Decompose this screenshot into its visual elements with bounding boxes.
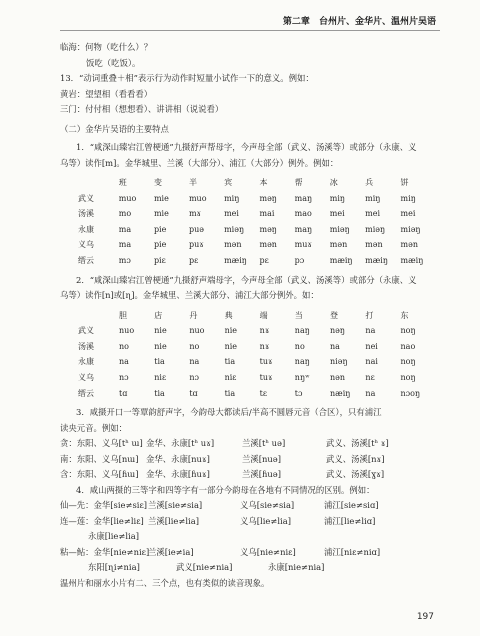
table-cell: mie [153, 193, 169, 203]
row-label: 武义 [78, 193, 94, 203]
table-cell: na [365, 388, 376, 398]
table-cell: muɤ [294, 240, 312, 250]
table-cell: na [119, 357, 129, 367]
table-cell: ma [118, 240, 132, 250]
table-cell: tɑ [189, 388, 198, 398]
example-item: 浦江[lie≠liɑ] [324, 515, 376, 526]
table-duan-initial [78, 308, 436, 402]
table-cell: mei [365, 209, 381, 219]
example-item: 兰溪[ie≠ia] [148, 546, 194, 557]
example-item: 义乌[lie≠lia] [240, 515, 291, 526]
table-cell: maŋ [294, 224, 313, 234]
table-cell: ma [118, 224, 132, 234]
column-header: 冰 [329, 178, 338, 188]
table-cell: tɔ [294, 388, 303, 398]
table-cell: niəŋ [330, 357, 348, 367]
table-cell: mo [118, 209, 132, 219]
row-label: 缙云 [78, 256, 94, 266]
table-cell: mai [259, 209, 275, 219]
table-row [78, 339, 436, 355]
table-cell: nao [400, 341, 416, 351]
column-header: 饼 [400, 178, 409, 188]
column-header: 变 [153, 178, 162, 188]
table-cell: mæiŋ [365, 256, 388, 266]
text-line: 饭吃（吃饭）。 [86, 57, 141, 68]
page-content [60, 40, 436, 591]
row-label: 汤溪 [78, 209, 94, 219]
table-cell: mæiŋ [400, 256, 424, 266]
row-label: 义乌 [78, 372, 94, 382]
table-cell: nəŋ [330, 326, 346, 336]
table-cell: no [294, 341, 305, 351]
table-cell: nən [330, 372, 346, 382]
table-cell: no [189, 341, 200, 351]
example-item: 含：东阳、义乌[ɦɯ] [60, 469, 139, 480]
table-cell: nei [365, 341, 378, 351]
column-header: 班 [118, 178, 127, 188]
table-cell: na [330, 341, 340, 351]
table-row [78, 222, 436, 238]
running-header [277, 14, 436, 27]
column-header: 兵 [365, 178, 374, 188]
table-cell: nɤ [259, 326, 270, 336]
row-label: 永康 [78, 224, 94, 234]
column-header: 端 [259, 310, 268, 320]
table-cell: nai [365, 357, 378, 367]
row-label: 汤溪 [78, 341, 94, 351]
table-cell: tia [154, 357, 165, 367]
row-label: 武义 [78, 326, 94, 336]
example-item: 贪：东阳、义乌[tʰ ɯ] [60, 438, 143, 449]
example-item: 武义、汤溪[nɤ] [326, 453, 385, 464]
example-item: 武义、汤溪[tʰ ɤ] [326, 438, 389, 449]
table-cell: næiŋ [330, 388, 351, 398]
table-cell: noŋ [400, 326, 416, 336]
table-cell: niɛ [224, 372, 237, 382]
table-cell: mao [294, 209, 312, 219]
paragraph-line: 乌等）读作[n]或[ɳ]。金华城里、兰溪大部分、浦江大部分例外。如： [60, 290, 319, 301]
table-cell: muo [118, 193, 137, 203]
table-header-row [78, 175, 436, 191]
column-header: 东 [400, 310, 409, 320]
table-cell: pɛ [188, 256, 199, 266]
table-cell: miəŋ [224, 224, 245, 234]
text-line: 13．“动词重叠＋相”表示行为动作时短量小试作一下的意义。例如： [60, 73, 314, 83]
table-row [78, 386, 436, 402]
example-item: 义乌[nie≠niɛ] [240, 546, 296, 557]
example-item: 兰溪[sie≠sia] [148, 500, 203, 511]
table-cell: nie [224, 326, 238, 336]
table-cell: mən [259, 240, 277, 250]
table-cell: mən [400, 240, 419, 250]
table-cell: miəŋ [365, 224, 386, 234]
table-cell: naŋ [294, 326, 310, 336]
example-item: 永康[nie≠nia] [268, 562, 325, 573]
example-item: 永康[lie≠lia] [88, 531, 139, 542]
table-row [78, 370, 436, 386]
column-header: 登 [330, 310, 339, 320]
table-cell: nŋʷ [294, 372, 310, 382]
column-header: 帮 [294, 178, 303, 188]
table-cell: tɑ [119, 388, 128, 398]
table-cell: puɤ [188, 240, 204, 250]
table-cell: niɛ [154, 372, 167, 382]
example-item: 金华、永康[tʰ uɤ] [146, 438, 215, 449]
table-cell: naŋ [294, 357, 310, 367]
table-cell: no [119, 341, 129, 351]
example-item: 义乌[sie≠sia] [240, 500, 295, 511]
table-cell: tuɤ [259, 372, 273, 382]
table-cell: pie [153, 240, 167, 250]
table-cell: mən [224, 240, 242, 250]
example-item: 兰溪[tʰ uə] [242, 438, 286, 449]
table-row [78, 253, 436, 269]
example-row [60, 452, 436, 468]
column-header: 当 [294, 310, 303, 320]
example-row [60, 498, 436, 514]
table-cell: mən [365, 240, 383, 250]
table-cell: miəŋ [400, 224, 421, 234]
table-row [78, 191, 436, 207]
table-row [78, 354, 436, 370]
table-cell: mie [153, 209, 169, 219]
table-cell: nɔ [119, 372, 129, 382]
header-title: 台州片、金华片、温州片吴语 [318, 17, 436, 27]
table-cell: tɛ [259, 388, 268, 398]
table-cell: piɛ [153, 256, 166, 266]
table-cell: miŋ [224, 193, 240, 203]
example-row [60, 467, 436, 483]
example-row [60, 436, 436, 452]
table-cell: miəŋ [329, 224, 350, 234]
table-cell: tia [154, 388, 165, 398]
table-cell: nie [154, 341, 167, 351]
example-item: 浦江[niɛ≠niɑ] [324, 546, 381, 557]
example-item: 兰溪[lie≠lia] [148, 515, 199, 526]
table-cell: tuɤ [259, 357, 273, 367]
table-cell: mən [329, 240, 348, 250]
table-cell: məŋ [259, 193, 277, 203]
row-label: 义乌 [78, 240, 94, 250]
table-row [78, 206, 436, 222]
row-label: 永康 [78, 357, 94, 367]
table-cell: na [365, 326, 376, 336]
column-header: 胆 [119, 310, 128, 320]
column-header: 丹 [189, 310, 198, 320]
example-item: 金华、永康[nuɤ] [146, 453, 210, 464]
table-cell: məŋ [259, 224, 277, 234]
paragraph-line: 温州片和丽水小片有二、三个点，也有类似的读音现象。 [60, 577, 270, 588]
example-item: 仙—先：金华[sie≠siɛ] [60, 500, 148, 511]
paragraph-line: 读央元音。例如： [60, 422, 127, 433]
table-cell: nɤ [259, 341, 270, 351]
table-cell: nuo [119, 326, 135, 336]
table-cell: puə [188, 224, 204, 234]
example-item: 金华、永康[ɦuɤ] [146, 469, 210, 480]
table-cell: mæiŋ [224, 256, 247, 266]
example-row [60, 529, 436, 545]
table-cell: mæiŋ [329, 256, 353, 266]
table-cell: tia [224, 388, 236, 398]
example-rows-xian [60, 498, 436, 576]
table-cell: nie [224, 341, 238, 351]
row-label: 缙云 [78, 388, 94, 398]
example-row [60, 545, 436, 561]
example-item: 武义、汤溪[ɣɤ] [326, 469, 385, 480]
example-item: 兰溪[ɦuə] [242, 469, 282, 480]
table-cell: nuo [189, 326, 205, 336]
paragraph-line: 1．“咸深山臻宕江曾梗通”九摄舒声帮母字，今声母全部（武义、汤溪等）或部分（永康、义 [76, 142, 417, 152]
table-bang-initial [78, 175, 436, 269]
table-cell: muo [188, 193, 207, 203]
example-item: 武义[nie≠nia] [176, 562, 233, 573]
table-cell: noŋ [400, 372, 416, 382]
table-cell: miŋ [400, 193, 416, 203]
column-header: 宾 [224, 178, 233, 188]
table-cell: maŋ [294, 193, 313, 203]
page-number: 197 [416, 612, 434, 622]
table-cell: miŋ [365, 193, 381, 203]
table-cell: tia [224, 357, 236, 367]
example-item: 东阳[ɳi≠nia] [88, 562, 140, 573]
table-cell: nɛ [365, 372, 375, 382]
example-item: 兰溪[nuə] [242, 453, 282, 464]
table-header-row [78, 308, 436, 324]
section-title: （二）金华片吴语的主要特点 [60, 123, 169, 134]
text-line: 临海：何物（吃什么）？ [60, 42, 153, 52]
table-cell: mei [224, 209, 239, 219]
table-corner [78, 308, 119, 324]
example-item: 连—莲：金华[lie≠liɛ] [60, 515, 144, 526]
header-rule [60, 30, 440, 31]
table-cell: pɛ [259, 256, 269, 266]
table-row [78, 237, 436, 253]
table-cell: nie [154, 326, 167, 336]
example-rows-tan [60, 436, 436, 483]
example-item: 粘—鲇：金华[nie≠niɛ] [60, 546, 150, 557]
table-cell: na [189, 357, 200, 367]
column-header: 半 [188, 178, 197, 188]
table-cell: mei [329, 209, 345, 219]
table-cell: mei [400, 209, 416, 219]
paragraph-line: 4．咸山两摄的三等字和四等字有一部分今韵母在各地有不同情况的区别。例如： [76, 484, 375, 495]
column-header: 典 [224, 310, 233, 320]
table-cell: mɤ [188, 209, 202, 219]
paragraph-line: 2．“咸深山臻宕江曾梗通”九摄舒声端母字，今声母全部（武义、汤溪等）或部分（永康、义 [76, 274, 417, 285]
text-line: 黄岩：望望相（看看看） [60, 88, 153, 99]
table-cell: noŋ [400, 357, 416, 367]
column-header: 本 [259, 178, 268, 188]
table-cell: pie [153, 224, 167, 234]
example-item: 浦江[sie≠siɑ] [324, 500, 379, 511]
table-cell: mɔ [118, 256, 131, 266]
table-cell: nɔ [189, 372, 199, 382]
column-header: 打 [365, 310, 374, 320]
column-header: 店 [154, 310, 163, 320]
example-row [60, 560, 436, 576]
header-chapter: 第二章 [282, 17, 310, 27]
example-row [60, 514, 436, 530]
paragraph-line: 3．咸摄开口一等覃韵舒声字，今韵母大都读后/半高不圆唇元音（合区），只有浦江 [76, 407, 382, 418]
table-corner [78, 175, 119, 191]
table-cell: pɔ [294, 256, 305, 266]
table-cell: nɔoŋ [400, 388, 421, 398]
table-cell: miŋ [329, 193, 346, 203]
table-row [78, 323, 436, 339]
text-line: 三门：付付相（想想看）、讲讲相（说说看） [60, 104, 224, 114]
example-item: 南：东阳、义乌[nɯ] [60, 453, 139, 464]
paragraph-line: 乌等）读作[m]。金华城里、兰溪（大部分）、浦江（大部分）例外。例如： [60, 157, 339, 168]
